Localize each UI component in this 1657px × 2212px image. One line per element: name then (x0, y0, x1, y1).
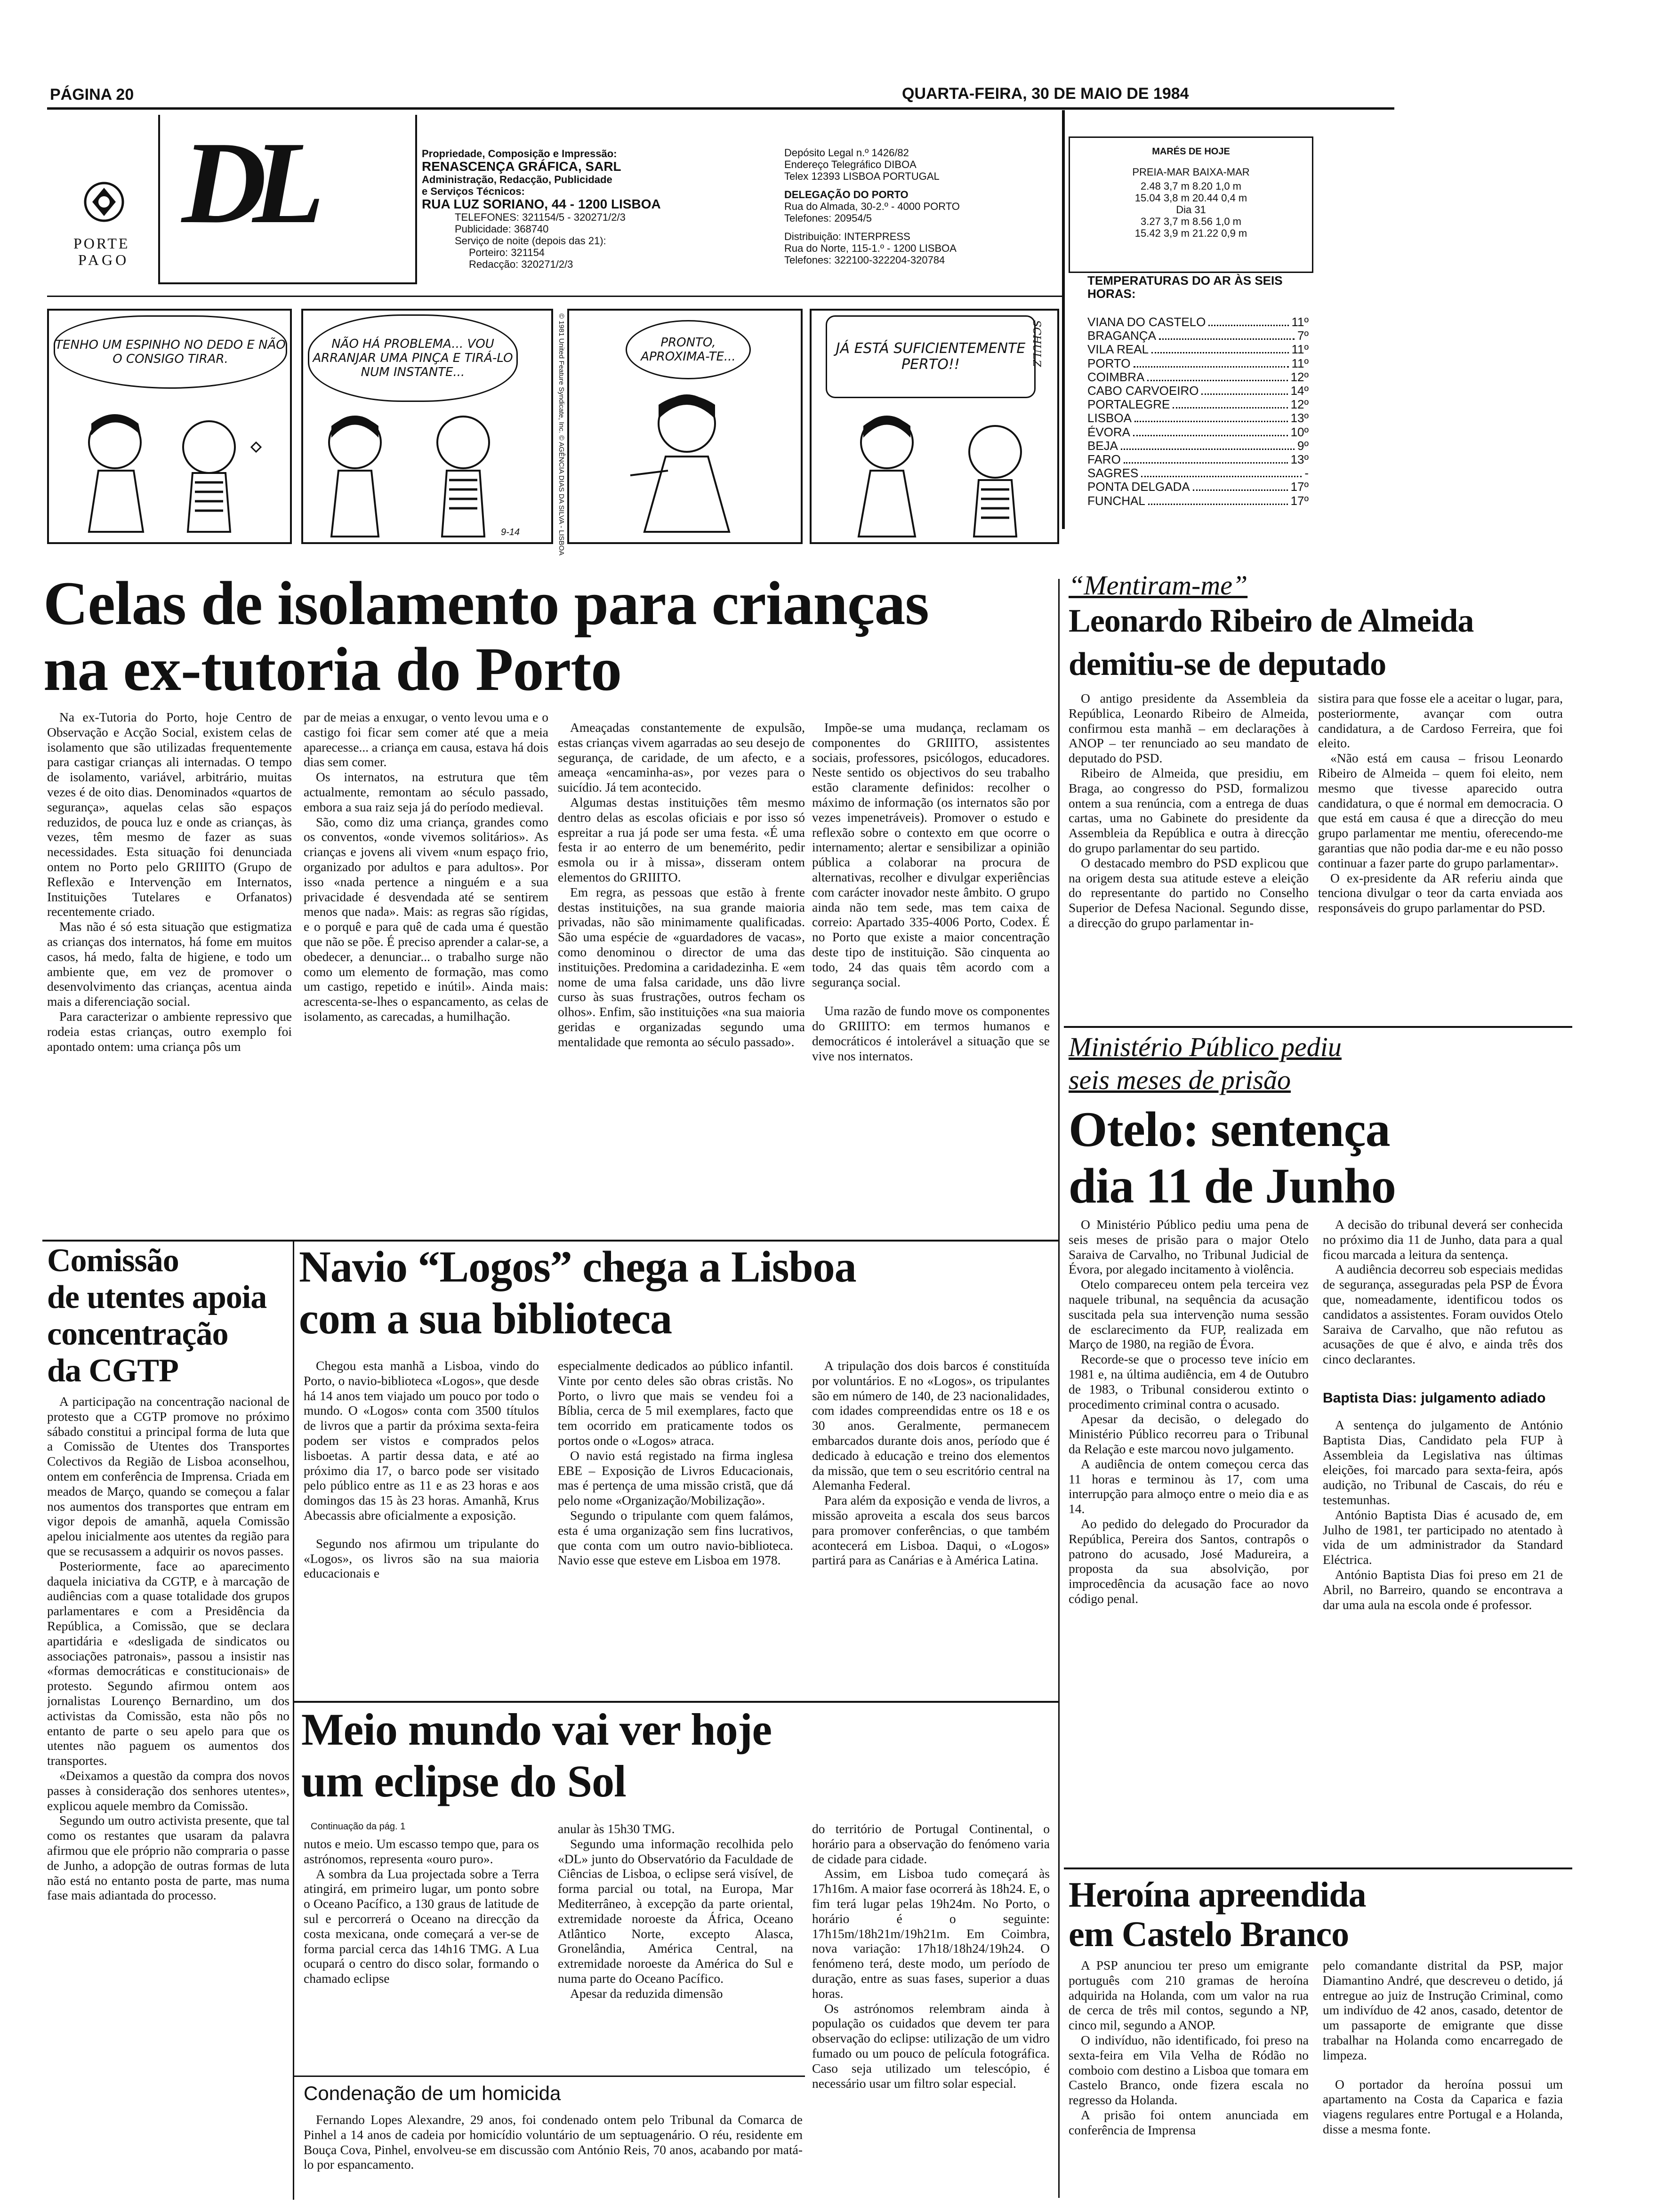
leader-dots (1193, 480, 1288, 491)
city-name: FARO (1087, 452, 1121, 467)
leonardo-kicker: “Mentiram-me” (1069, 570, 1248, 601)
crest-icon (78, 176, 130, 228)
headline-eclipse-1: Meio mundo vai ver hoje (301, 1704, 772, 1755)
temperature-value: 12º (1290, 397, 1309, 412)
temperature-row (1087, 315, 1309, 329)
leader-dots (1134, 411, 1288, 422)
temperature-row (1087, 398, 1309, 411)
lucy-drawing (574, 381, 800, 541)
stamp-line-1: PORTE (73, 235, 130, 252)
stamp-line-2: PAGO (78, 251, 129, 268)
otelo-column-1: O Ministério Público pediu uma pena de seis meses de prisão para o major Otelo Saraiva de Carvalho, no Tribunal Judicial de Évora, por alegado incitamento à violência. Otelo compareceu ontem pela terceira vez naquele tribunal, na sequência da acusação suscitada pela sua intervenção numa sessão de esclarecimento da FUP, realizada em Março de 1980, na região de Évora. Recorde-se que o processo teve início em 1981 e, na última audiência, em 4 de Outubro de 1983, o Tribunal considerou extinto o procedimento criminal contra o acusado. Apesar da decisão, o delegado do Ministério Público recorreu para o Tribunal da Relação e este marcou novo julgamento. A audiência de ontem começou cerca das 11 horas e terminou às 17, com uma interrupção para almoço entre o meio dia e as 14. Ao pedido do delegado do Procurador da República, Pereira dos Santos, contrapôs o patrono do acusado, José Madureira, a proposta da sua absolvição, por improcedência da acusação face ao novo código penal. (1069, 1217, 1309, 1606)
headline-comissao-4: da CGTP (47, 1353, 178, 1389)
logos-bottom-rule (294, 1701, 1058, 1703)
masthead (45, 110, 1071, 296)
celas-column-2: par de meias a enxugar, o vento levou uma e o castigo foi ficar sem comer até que a meia aparecesse... a criança em causa, estava há dois dias sem comer. Os internatos, na estrutura que têm actualmente, remontam ao século passado, embora a sua raiz seja já do período medieval. São, como diz uma criança, grandes como os conventos, «onde vivemos solitários». As crianças e jovens ali vivem «num espaço frio, organizado por adultos e para adultos». Por isso «nada pertence a ninguém e a sua privacidade é desvendada até se sentirem menos que nada». Mais: as regras são rígidas, e o porquê e para quê de cada uma é questão que não se põe. É preciso aprender a calar-se, a obedecer, a denunciar... o trabalho surge não como um elemento de formação, mas como um castigo, repetido e inútil». Ainda mais: acrescenta-se-lhes o espancamento, as celas de isolamento, as carecadas, a humilhação. (304, 710, 548, 1024)
heroina-column-2: pelo comandante distrital da PSP, major Diamantino André, que descreveu o detido, já entregue ao juiz de Instrução Criminal, como um indivíduo de 42 anos, casado, detentor de um passaporte de emigrante que disse trabalhar na Holanda como encarregado de limpeza. O portador da heroína possui um apartamento na Costa da Caparica e fazia viagens regulares entre Portugal e a Holanda, disse a mesma fonte. (1323, 1958, 1563, 2136)
postage-stamp (45, 176, 163, 284)
celas-column-1: Na ex-Tutoria do Porto, hoje Centro de Observação e Acção Social, existem celas de isolamento que são utilizadas frequentemente para castigar crianças ali internadas. O tempo de isolamento, variável, arbitrário, muitas vezes é de oito dias. Denominados «quartos de segurança», aquelas celas são espaços reduzidos, de pouca luz e onde as crianças, às vezes, têm mesmo de fazer as suas necessidades. Esta situação foi denunciada ontem no Porto pelo GRIIITO (Grupo de Reflexão e Intervenção em Internatos, Instituições Tutelares e Orfanatos) recentemente criado. Mas não é só esta situação que estigmatiza as crianças dos internatos, há fome em muitos casos, há medo, falta de higiene, e todo um ambiente que, em vez de promover o desenvolvimento das crianças, acentua ainda mais a diferenciação social. Para caracterizar o ambiente repressivo que rodeia estas crianças, outro exemplo foi apontado ontem: uma criança pôs um (47, 710, 292, 1054)
city-name: CABO CARVOEIRO (1087, 384, 1199, 398)
temperature-value: 13º (1290, 411, 1309, 425)
city-name: LISBOA (1087, 411, 1132, 425)
temperature-row (1087, 425, 1309, 439)
heroina-column-1: A PSP anunciou ter preso um emigrante português com 210 gramas de heroína adquirida na Holanda, com um valor na rua de cerca de três mil contos, segundo a NP, cinco mil, segundo a ANOP. O indivíduo, não identificado, foi preso na sexta-feira em Vila Velha de Ródão no comboio com destino a Lisboa que tomara em Castelo Branco, onde fizera escala no regresso da Holanda. A prisão foi ontem anunciada em conferência de Imprensa (1069, 1958, 1309, 2137)
celas-bottom-rule (42, 1240, 1058, 1242)
city-name: BEJA (1087, 438, 1118, 453)
lucy-and-linus-drawing-4 (816, 400, 1052, 541)
tides-header: PREIA-MAR BAIXA-MAR (1132, 166, 1250, 178)
issue-date: QUARTA-FEIRA, 30 DE MAIO DE 1984 (902, 85, 1189, 103)
eclipse-column-2: anular às 15h30 TMG. Segundo uma informação recolhida pelo «DL» junto do Observatório da Faculdade de Ciências de Lisboa, o eclipse será visível, de forma parcial ou total, na Europa, Mar Mediterrâneo, à excepção da parte oriental, extremidade noroeste da África, Oceano Atlântico Norte, excepto Alasca, Gronelândia, América Central, na extremidade noroeste da América do Sul e numa parte do Oceano Pacífico. Apesar da reduzida dimensão (558, 1821, 793, 2001)
speech-balloon-4: JÁ ESTÁ SUFICIENTEMENTE PERTO!! (826, 315, 1036, 398)
continuation-note: Continuação da pág. 1 (311, 1821, 406, 1832)
temperature-row (1087, 466, 1309, 480)
page-number: PÁGINA 20 (50, 86, 134, 104)
leader-dots (1133, 425, 1288, 436)
eclipse-column-1: nutos e meio. Um escasso tempo que, para os astrónomos, representa «ouro puro». A sombra da Lua projectada sobre a Terra atingirá, em primeiro lugar, um ponto sobre o Oceano Pacífico, a 130 graus de latitude de sul e percorrerá o Oceano na direcção da costa mexicana, onde começará a ver-se de forma parcial cerca das 14h16 TMG. A Lua ocupará o centro do disco solar, formando o chamado eclipse (304, 1836, 539, 1986)
publisher-info: Propriedade, Composição e Impressão: RENASCENÇA GRÁFICA, SARL Administração, Redacção, Publicidade e Serviços Técnicos: RUA LUZ SORIANO, 44 - 1200 LISBOA TELEFONES: 321154/5 - 320271/2/3 Publicidade: 368740 Serviço de noite (depois das 21): Porteiro: 321154 Redacção: 320271/2/3 (422, 148, 661, 270)
weather-box-left (1062, 110, 1065, 529)
leader-dots (1173, 398, 1287, 409)
temperature-value: 11º (1291, 315, 1309, 329)
headline-leonardo-1: Leonardo Ribeiro de Almeida (1069, 603, 1474, 639)
comic-panel-4 (810, 309, 1059, 544)
temperature-value: - (1304, 466, 1309, 481)
weather-box (1069, 136, 1313, 527)
temperature-row (1087, 453, 1309, 466)
speech-balloon-1: TENHO UM ESPINHO NO DEDO E NÃO O CONSIGO TIRAR. (54, 315, 287, 389)
temperature-value: 11º (1291, 342, 1309, 357)
tides-box (1069, 136, 1313, 273)
city-name: PORTALEGRE (1087, 397, 1170, 412)
headline-otelo-2: dia 11 de Junho (1069, 1158, 1396, 1213)
headline-comissao-1: Comissão (47, 1242, 179, 1279)
leader-dots (1124, 453, 1288, 464)
legal-info: Depósito Legal n.º 1426/82 Endereço Telegráfico DIBOA Telex 12393 LISBOA PORTUGAL DELEGAÇÃO DO PORTO Rua do Almada, 30-2.º - 4000 PORTO Telefones: 20954/5 Distribuição: INTERPRESS Rua do Norte, 115-1.º - 1200 LISBOA Telefones: 322100-322204-320784 (784, 147, 960, 266)
city-name: BRAGANÇA (1087, 329, 1156, 343)
newspaper-logo: DL (182, 118, 311, 248)
lucy-and-linus-drawing (54, 391, 289, 541)
comic-panel-2 (301, 309, 553, 544)
city-name: PORTO (1087, 356, 1131, 370)
subhead-baptista-dias: Baptista Dias: julgamento adiado (1323, 1390, 1546, 1406)
comic-credit: © 1981 United Feature Syndicate, Inc. © AGÊNCIA DIAS DA SILVA - LISBOA (557, 313, 565, 556)
leader-dots (1148, 494, 1288, 505)
comissao-column: A participação na concentração nacional de protesto que a CGTP promove no próximo sábado constitui a principal forma de luta que a Comissão de Utentes dos Transportes Colectivos da Região de Lisboa aconselhou, ontem em conferência de Imprensa. Criada em meados de Março, quando se começou a falar nos aumentos dos transportes que entram em vigor depois de amanhã, aquela Comissão apelou inicialmente aos utentes da região para que se recusassem a adquirir os novos passes. Posteriormente, face ao aparecimento daquela iniciativa da CGTP, e à marcação de audiências com a quase totalidade dos grupos parlamentares e com a Presidência da República, a Comissão, que se declara apartidária e «desligada de sindicatos ou associações patronais», passou a insistir nas «formas democráticas e constitucionais» de protesto. Segundo afirmou ontem aos jornalistas Lourenço Bernardino, um dos activistas da Comissão, esta não pôs no entanto de parte o seu apelo para que os utentes não paguem os aumentos dos transportes. «Deixamos a questão da compra dos novos passes à consideração dos senhores utentes», explicou aquele membro da Comissão. Segundo um outro activista presente, que tal como os restantes que usaram da palavra afirmou que ele próprio não compraria o passe de Junho, a adopção de outras formas de luta não está no entanto posta de parte, mas numa fase mais adiantada do processo. (47, 1394, 290, 1903)
temperature-row (1087, 384, 1309, 398)
headline-celas-2: na ex-tutoria do Porto (43, 634, 622, 704)
city-name: COIMBRA (1087, 369, 1145, 384)
city-name: ÉVORA (1087, 425, 1131, 439)
otelo-kicker-1: Ministério Público pediu (1069, 1032, 1342, 1062)
leader-dots (1159, 329, 1295, 340)
city-name: PONTA DELGADA (1087, 480, 1190, 494)
otelo-kicker-2: seis meses de prisão (1069, 1065, 1291, 1095)
temperature-value: 13º (1290, 452, 1309, 467)
otelo-column-2: A decisão do tribunal deverá ser conhecida no próximo dia 11 de Junho, data para a qual ficou marcada a leitura da sentença. A audiência decorreu sob especiais medidas de segurança, asseguradas pela PSP de Évora que, nomeadamente, identificou todos os candidatos a assistentes. Foram ouvidos Otelo Saraiva de Carvalho, que não refutou as acusações de que é alvo, e ainda três dos cinco declarantes. Baptista Dias: julgamento adiado A sentença do julgamento de António Baptista Dias, Candidato pela FUP à Assembleia da Legislativa nas últimas eleições, foi marcado para sexta-feira, após audição, no Tribunal de Cascais, do réu e testemunhas. António Baptista Dias é acusado de, em Julho de 1981, ter participado no atentado à vida de um administrador da Standard Eléctrica. António Baptista Dias foi preso em 21 de Abril, no Barreiro, quando se encontrava a dar uma aula na escola onde é professor. (1323, 1217, 1563, 1612)
temperature-value: 10º (1290, 425, 1309, 439)
temperature-row (1087, 370, 1309, 384)
headline-leonardo-2: demitiu-se de deputado (1069, 646, 1386, 682)
headline-heroina-1: Heroína apreendida (1069, 1875, 1366, 1915)
temperature-row (1087, 494, 1309, 508)
leonardo-column-1: O antigo presidente da Assembleia da República, Leonardo Ribeiro de Almeida, confirmou esta manhã – em declarações à ANOP – ter renunciado ao seu mandato de deputado do PSD. Ribeiro de Almeida, que presidiu, em Braga, ao congresso do PSD, formalizou ontem a sua renúncia, com a entrega de duas cartas, uma no Gabinete do presidente da Assembleia da República e outra à direcção do grupo parlamentar do seu partido. O destacado membro do PSD explicou que na origem desta sua atitude esteve a eleição do representante do partido no Conselho Superior de Defesa Nacional. Segundo disse, a direcção do grupo parlamentar in- (1069, 691, 1309, 930)
leader-dots (1121, 439, 1295, 450)
eclipse-column-3: do território de Portugal Continental, o horário para a observação do fenómeno varia de cidade para cidade. Assim, em Lisboa tudo começará às 17h16m. A maior fase ocorrerá às 18h24. E, o fim terá lugar pelas 19h24m. No Porto, o horário é o seguinte: 17h15m/18h21m/19h21m. Em Coimbra, nova variação: 17h18/18h24/19h24. O fenómeno terá, deste modo, um período de duração, entre as suas fases, superior a duas horas. Os astrónomos relembram ainda à população os cuidados que devem ter para observação do eclipse: utilização de um vidro fumado ou um pouco de película fotográfica. Caso seja utilizado um telescópio, é necessário usar um filtro solar especial. (812, 1821, 1050, 2091)
tides-table: 2.48 3,7 m 8.20 1,0 m 15.04 3,8 m 20.44 0,4 m Dia 31 3.27 3,7 m 8.56 1,0 m 15.42 3,9 m 21.22 0,9 m (1134, 180, 1247, 239)
temperature-value: 17º (1290, 480, 1309, 494)
logos-column-1: Chegou esta manhã a Lisboa, vindo do Porto, o navio-biblioteca «Logos», que desde há 14 anos tem viajado um pouco por todo o mundo. O «Logos» conta com 3500 títulos de livros que a partir da próxima sexta-feira podem ser vistos e comprados pelos lisboetas. A partir dessa data, e até ao próximo dia 17, o barco pode ser visitado pelo público entre as 11 e as 23 horas e aos domingos das 15 às 23 horas. Amanhã, Krus Abecassis abre oficialmente a exposição. Segundo nos afirmou um tripulante do «Logos», os livros são na sua maioria educacionais e (304, 1358, 539, 1581)
city-name: FUNCHAL (1087, 493, 1145, 508)
temperature-row (1087, 480, 1309, 494)
city-name: SAGRES (1087, 466, 1139, 481)
leonardo-bottom-rule (1064, 1026, 1572, 1028)
speech-balloon-2: NÃO HÁ PROBLEMA... VOU ARRANJAR UMA PINÇA E TIRÁ-LO NUM INSTANTE... (308, 314, 518, 402)
temperature-row (1087, 343, 1309, 356)
temperature-row (1087, 357, 1309, 370)
temperature-value: 7º (1297, 329, 1309, 343)
leader-dots (1151, 343, 1288, 353)
homicida-body: Fernando Lopes Alexandre, 29 anos, foi condenado ontem pelo Tribunal da Comarca de Pinhel a 14 anos de cadeia por homicídio voluntário de um septuagenário. O réu, residente em Bouça Cova, Pinhel, envolveu-se em discussão com António Reis, 70 anos, acabando por matá-lo por espancamento. (304, 2112, 803, 2172)
leader-dots (1134, 357, 1289, 368)
headline-logos-1: Navio “Logos” chega a Lisboa (299, 1242, 856, 1291)
celas-column-4: Impõe-se uma mudança, reclamam os componentes do GRIIITO, assistentes sociais, professores, psicólogos, educadores. Neste sentido os objectivos do seu trabalho estão claramente definidos: recolher o máximo de informação (os internatos são por vezes impenetráveis). Promover o estudo e reflexão sobre o contexto em que ocorre o internamento; alertar e sensibilizar a opinião pública a colaborar na procura de alternativas, recolher e divulgar experiências com carácter inovador neste âmbito. O grupo ainda não tem sede, mas tem caixa de correio: Apartado 335-4006 Porto, Codex. É no Porto que existe a maior concentração deste tipo de instituição. São cinquenta ao todo, 24 das quais têm acordo com a segurança social. Uma razão de fundo move os componentes do GRIIITO: em termos humanos e democráticos é intolerável a situação que se vive nos internatos. (812, 720, 1050, 1063)
homicida-top-rule (294, 2076, 805, 2077)
celas-column-3: Ameaçadas constantemente de expulsão, estas crianças vivem agarradas ao seu desejo de segurança, de caridade, de um afecto, e a ameaça «encaminha-as», por vezes para o suicídio. Já tem acontecido. Algumas destas instituições têm mesmo dentro delas as escolas oficiais e por isso só espreitar a rua já pode ser uma festa. «É uma festa ir ao enterro de um benemérito, pedir esmola ou ir à missa», disseram ontem elementos do GRIIITO. Em regra, as pessoas que estão à frente destas instituições, na sua grande maioria privadas, não são minimamente qualificadas. São uma espécie de «guardadores de vacas», como denominou o director de uma das instituições. Predomina a caridadezinha. E «em nome de uma falsa caridade, uns dão livre curso às suas frustrações, outros fecham os olhos». Enfim, são instituições «na sua maioria geridas e organizadas segundo uma mentalidade que remonta ao século passado». (558, 720, 805, 1049)
comic-strip (47, 299, 1059, 556)
tides-title: MARÉS DE HOJE (1152, 146, 1230, 157)
temperature-row (1087, 439, 1309, 453)
comic-panel-3 (567, 309, 803, 544)
masthead-bottom-rule (47, 296, 1063, 297)
logos-column-3: A tripulação dos dois barcos é constituída por voluntários. E no «Logos», os tripulantes são em número de 140, de 23 nacionalidades, com idades compreendidas entre os 18 e os 30 anos. Geralmente, permanecem embarcados durante dois anos, período que é dedicado à educação e treino dos elementos da missão, que tem o seu escritório central na Alemanha Federal. Para além da exposição e venda de livros, a missão aproveita a escala dos seus barcos para promover conferências, o que também acontecerá em Lisboa. Daqui, o «Logos» partirá para as Canárias e à América Latina. (812, 1358, 1050, 1568)
headline-eclipse-2: um eclipse do Sol (301, 1756, 626, 1806)
leader-dots (1201, 384, 1287, 395)
headline-otelo-1: Otelo: sentença (1069, 1102, 1390, 1157)
headline-celas-1: Celas de isolamento para crianças (43, 569, 929, 638)
otelo-bottom-rule (1064, 1867, 1572, 1869)
temperature-value: 14º (1290, 384, 1309, 398)
column-rule-right (1058, 579, 1060, 2198)
leader-dots (1208, 315, 1288, 326)
temperatures-title: TEMPERATURAS DO AR ÀS SEIS HORAS: (1087, 273, 1283, 301)
temperature-value: 17º (1290, 493, 1309, 508)
city-name: VILA REAL (1087, 342, 1149, 357)
headline-homicida: Condenação de um homicida (304, 2082, 561, 2104)
headline-logos-2: com a sua biblioteca (299, 1294, 672, 1343)
temperatures-list (1087, 315, 1309, 508)
strip-date: 9-14 (501, 527, 520, 537)
headline-comissao-2: de utentes apoia (47, 1279, 267, 1315)
headline-comissao-3: concentração (47, 1316, 228, 1352)
temperature-value: 12º (1290, 369, 1309, 384)
temperature-row (1087, 411, 1309, 425)
temperature-value: 11º (1291, 356, 1309, 370)
leader-dots (1141, 466, 1302, 477)
speech-balloon-3: PRONTO, APROXIMA-TE... (626, 320, 751, 379)
lucy-and-linus-drawing-2 (308, 400, 543, 541)
leonardo-column-2: sistira para que fosse ele a aceitar o lugar, para, posteriormente, avançar com outra candidatura, a de Cardoso Ferreira, que foi eleito. «Não está em causa – frisou Leonardo Ribeiro de Almeida – quem foi eleito, nem mesmo que tivesse aparecido outra candidatura, o que é normal em democracia. O que está em causa é que a direcção do meu grupo parlamentar me mentiu, oferecendo-me garantias que não podia dar-me e eu não posso continuar a fazer parte do grupo parlamentar». O ex-presidente da AR referiu ainda que tenciona divulgar o teor da carta enviada aos responsáveis do grupo parlamentar do PSD. (1318, 691, 1563, 915)
logos-column-2: especialmente dedicados ao público infantil. Vinte por cento deles são obras cristãs. No Porto, o livro que mais se vendeu foi a Bíblia, cerca de 5 mil exemplares, facto que tem ocorrido em praticamente todos os portos onde o «Logos» atraca. O navio está registado na firma inglesa EBE – Exposição de Livros Educacionais, mas é pertença de uma missão cristã, que dá pelo nome «Organização/Mobilização». Segundo o tripulante com quem falámos, esta é uma organização sem fins lucrativos, que conta com um outro navio-biblioteca. Navio esse que esteve em Lisboa em 1978. (558, 1358, 793, 1568)
header-rule (47, 107, 1394, 110)
artist-signature: SCHULZ (1030, 320, 1042, 367)
comissao-rule (293, 1240, 294, 2200)
comic-panel-1 (47, 309, 292, 544)
leader-dots (1147, 370, 1287, 381)
city-name: VIANA DO CASTELO (1087, 315, 1206, 329)
temperature-row (1087, 329, 1309, 343)
headline-heroina-2: em Castelo Branco (1069, 1915, 1349, 1954)
temperature-value: 9º (1297, 438, 1309, 453)
